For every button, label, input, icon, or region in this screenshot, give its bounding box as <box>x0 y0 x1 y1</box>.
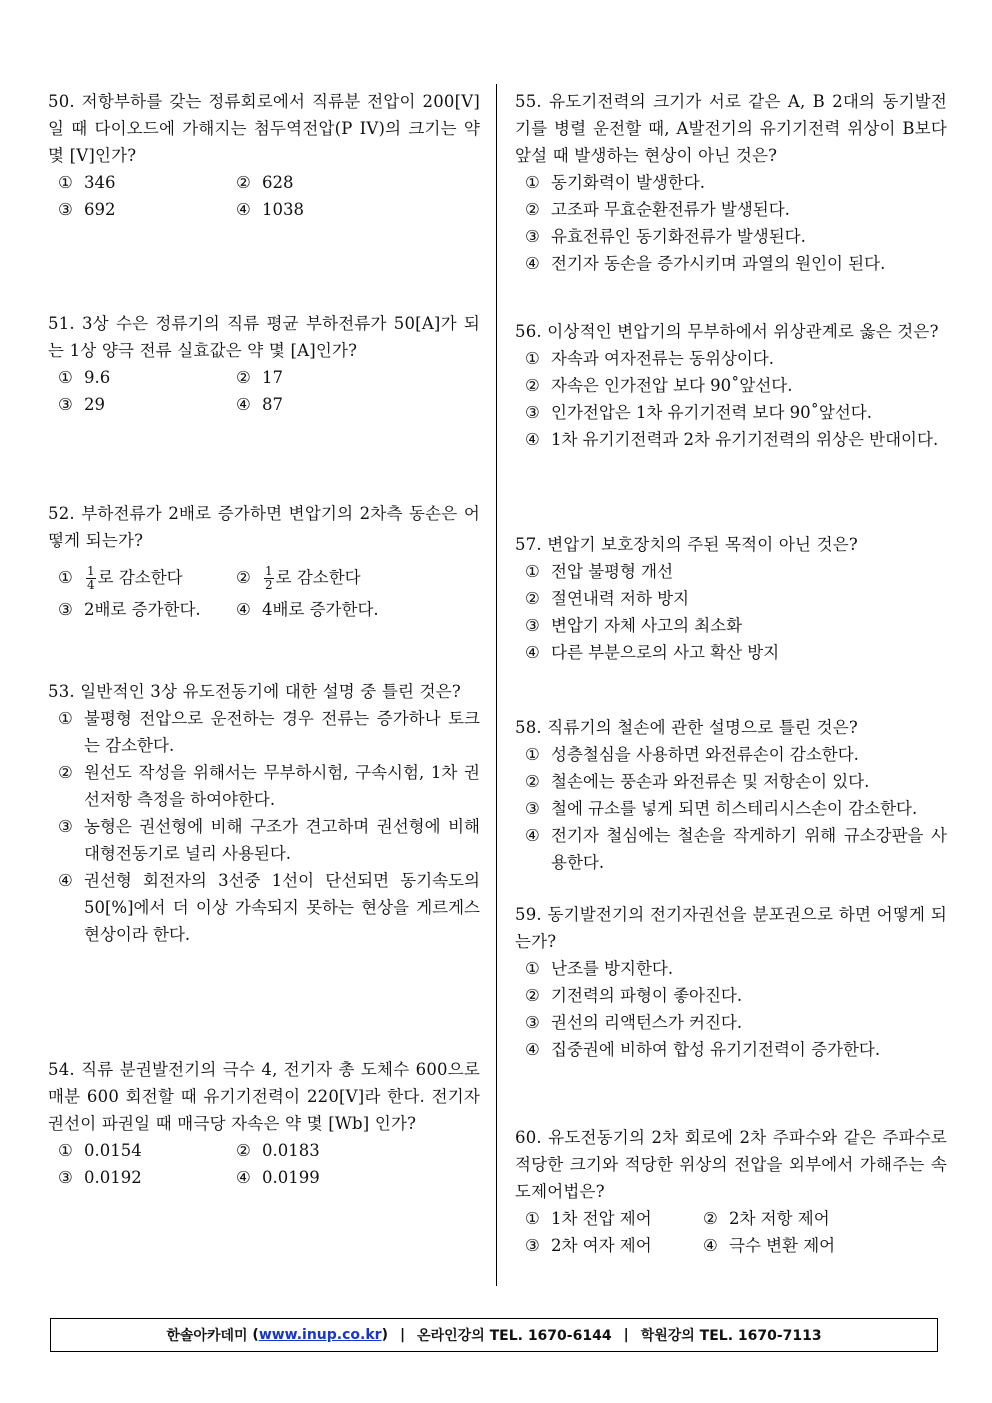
option-text: 동기화력이 발생한다. <box>551 173 705 192</box>
option-text: 전압 불평형 개선 <box>551 562 674 581</box>
option-text: 87 <box>262 395 283 414</box>
footer-bar <box>50 1318 938 1352</box>
option-number: ① <box>58 368 73 387</box>
fraction-numerator: 1 <box>87 564 95 578</box>
option-4[interactable] <box>515 426 947 453</box>
option-text: 9.6 <box>84 368 111 387</box>
question-51 <box>48 310 480 418</box>
option-4[interactable] <box>236 391 480 418</box>
option-text: 346 <box>84 173 116 192</box>
option-text: 집중권에 비하여 합성 유기기전력이 증가한다. <box>551 1040 881 1059</box>
option-number: ④ <box>236 600 251 619</box>
option-number: ① <box>525 562 540 581</box>
option-1[interactable] <box>515 558 947 585</box>
option-1[interactable] <box>58 560 236 596</box>
option-text: 17 <box>262 368 283 387</box>
option-4[interactable] <box>515 822 947 876</box>
option-number: ④ <box>236 395 251 414</box>
academy-name: 한솔아카데미 <box>166 1328 248 1344</box>
option-text: 인가전압은 1차 유기기전력 보다 90˚앞선다. <box>551 403 872 422</box>
option-text: 권선의 리액턴스가 커진다. <box>551 1013 743 1032</box>
option-2[interactable] <box>515 585 947 612</box>
option-number: ① <box>58 568 73 587</box>
option-number: ② <box>525 772 540 791</box>
option-3[interactable] <box>515 223 947 250</box>
option-text: 권선형 회전자의 3선중 1선이 단선되면 동기속도의 50[%]에서 더 이상 가속되지 못하는 현상을 게르게스현상이라 한다. <box>84 871 480 944</box>
question-stem: 59. 동기발전기의 전기자권선을 분포권으로 하면 어떻게 되는가? <box>515 905 947 951</box>
option-text: 불평형 전압으로 운전하는 경우 전류는 증가하나 토크는 감소한다. <box>84 709 480 755</box>
option-2[interactable] <box>236 169 480 196</box>
option-1[interactable] <box>515 169 947 196</box>
option-text: 극수 변환 제어 <box>729 1236 836 1255</box>
option-number: ② <box>703 1209 718 1228</box>
option-4[interactable] <box>236 1164 480 1191</box>
url-wrapper: (www.inup.co.kr) <box>247 1327 388 1343</box>
option-text: 2배로 증가한다. <box>84 600 201 619</box>
question-50 <box>48 88 480 223</box>
option-text: 난조를 방지한다. <box>551 959 674 978</box>
option-number: ③ <box>58 395 73 414</box>
option-number: ④ <box>525 1040 540 1059</box>
option-text: 성층철심을 사용하면 와전류손이 감소한다. <box>551 745 859 764</box>
question-stem: 60. 유도전동기의 2차 회로에 2차 주파수와 같은 주파수로 적당한 크기와 적당한 위상의 전압을 외부에서 가해주는 속도제어법은? <box>515 1128 947 1201</box>
question-56 <box>515 318 947 453</box>
option-number: ① <box>525 173 540 192</box>
option-2[interactable] <box>236 364 480 391</box>
option-number: ② <box>525 986 540 1005</box>
option-3[interactable] <box>525 1232 703 1259</box>
option-number: ② <box>236 368 251 387</box>
option-number: ① <box>525 1209 540 1228</box>
question-stem: 50. 저항부하를 갖는 정류회로에서 직류분 전압이 200[V]일 때 다이오드에 가해지는 첨두역전압(P IV)의 크기는 약 몇 [V]인가? <box>48 92 480 165</box>
options-grid <box>48 560 480 623</box>
option-1[interactable] <box>58 169 236 196</box>
option-text: 철손에는 풍손과 와전류손 및 저항손이 있다. <box>551 772 870 791</box>
option-number: ③ <box>525 616 540 635</box>
option-3[interactable] <box>515 1009 947 1036</box>
fraction-denominator: 4 <box>87 578 95 592</box>
options-grid <box>515 1205 947 1259</box>
option-number: ② <box>525 376 540 395</box>
question-55 <box>515 88 947 277</box>
option-1[interactable] <box>515 741 947 768</box>
option-number: ② <box>525 200 540 219</box>
question-59 <box>515 901 947 1063</box>
footer-separator: | <box>399 1327 406 1343</box>
option-number: ④ <box>525 254 540 273</box>
option-number: ④ <box>703 1236 718 1255</box>
option-number: ② <box>236 1141 251 1160</box>
option-number: ④ <box>236 200 251 219</box>
option-number: ① <box>525 959 540 978</box>
option-1[interactable] <box>515 345 947 372</box>
question-stem: 51. 3상 수은 정류기의 직류 평균 부하전류가 50[A]가 되는 1상 양극 전류 실효값은 약 몇 [A]인가? <box>48 314 480 360</box>
option-2[interactable] <box>48 759 480 813</box>
option-number: ③ <box>58 600 73 619</box>
option-2[interactable] <box>515 768 947 795</box>
option-text: 유효전류인 동기화전류가 발생된다. <box>551 227 806 246</box>
option-3[interactable] <box>58 1164 236 1191</box>
option-number: ③ <box>58 1168 73 1187</box>
option-text: 628 <box>262 173 294 192</box>
option-number: ③ <box>525 403 540 422</box>
option-text: 0.0154 <box>84 1141 142 1160</box>
option-3[interactable] <box>515 612 947 639</box>
option-3[interactable] <box>48 813 480 867</box>
option-text: 1차 전압 제어 <box>551 1209 652 1228</box>
option-2[interactable] <box>515 982 947 1009</box>
option-1[interactable] <box>48 705 480 759</box>
option-2[interactable] <box>236 1137 480 1164</box>
option-text: 29 <box>84 395 105 414</box>
option-number: ④ <box>525 643 540 662</box>
question-stem: 53. 일반적인 3상 유도전동기에 대한 설명 중 틀린 것은? <box>48 682 461 701</box>
question-57 <box>515 531 947 666</box>
option-text: 다른 부분으로의 사고 확산 방지 <box>551 643 780 662</box>
option-text: 0.0192 <box>84 1168 142 1187</box>
option-text: 전기자 철심에는 철손을 작게하기 위해 규소강판을 사용한다. <box>551 826 947 872</box>
option-1[interactable] <box>515 955 947 982</box>
option-1[interactable] <box>58 364 236 391</box>
option-number: ① <box>525 349 540 368</box>
question-stem: 55. 유도기전력의 크기가 서로 같은 A, B 2대의 동기발전기를 병렬 운전할 때, A발전기의 유기기전력 위상이 B보다 앞설 때 발생하는 현상이 아닌 것은? <box>515 92 947 165</box>
option-1[interactable] <box>58 1137 236 1164</box>
option-number: ① <box>58 1141 73 1160</box>
option-text: 전기자 동손을 증가시키며 과열의 원인이 된다. <box>551 254 886 273</box>
option-text: 로 감소한다 <box>97 568 183 587</box>
option-3[interactable] <box>58 596 236 623</box>
option-2[interactable] <box>515 196 947 223</box>
fraction-one-half <box>264 565 274 592</box>
option-text: 4배로 증가한다. <box>262 600 379 619</box>
option-number: ④ <box>236 1168 251 1187</box>
option-number: ② <box>236 173 251 192</box>
option-1[interactable] <box>525 1205 703 1232</box>
fraction-numerator: 1 <box>265 564 273 578</box>
option-text: 원선도 작성을 위해서는 무부하시험, 구속시험, 1차 권선저항 측정을 하여야한다. <box>84 763 480 809</box>
options-list <box>515 558 947 666</box>
option-text: 로 감소한다 <box>275 568 361 587</box>
question-60 <box>515 1124 947 1259</box>
option-4[interactable] <box>236 196 480 223</box>
question-stem: 57. 변압기 보호장치의 주된 목적이 아닌 것은? <box>515 535 858 554</box>
question-stem: 54. 직류 분권발전기의 극수 4, 전기자 총 도체수 600으로 매분 600 회전할 때 유기기전력이 220[V]라 한다. 전기자 권선이 파권일 때 매극당 자속은 약 몇 [Wb] 인가? <box>48 1060 480 1133</box>
options-list <box>48 705 480 948</box>
option-4[interactable] <box>703 1232 947 1259</box>
option-number: ③ <box>525 799 540 818</box>
option-4[interactable] <box>236 596 480 623</box>
option-text: 0.0183 <box>262 1141 320 1160</box>
option-text: 철에 규소를 넣게 되면 히스테리시스손이 감소한다. <box>551 799 918 818</box>
academy-link[interactable]: www.inup.co.kr <box>258 1327 382 1343</box>
option-text: 1차 유기기전력과 2차 유기기전력의 위상은 반대이다. <box>551 430 939 449</box>
option-text: 농형은 권선형에 비해 구조가 견고하며 권선형에 비해 대형전동기로 널리 사용된다. <box>84 817 480 863</box>
online-lecture-phone: 온라인강의 TEL. 1670-6144 <box>417 1328 612 1344</box>
option-text: 변압기 자체 사고의 최소화 <box>551 616 743 635</box>
option-number: ① <box>525 745 540 764</box>
option-3[interactable] <box>58 196 236 223</box>
option-4[interactable] <box>48 867 480 948</box>
option-text: 692 <box>84 200 116 219</box>
question-54 <box>48 1056 480 1191</box>
question-stem: 52. 부하전류가 2배로 증가하면 변압기의 2차측 동손은 어떻게 되는가? <box>48 504 480 550</box>
option-number: ④ <box>58 871 73 890</box>
options-list <box>515 741 947 876</box>
option-number: ④ <box>525 826 540 845</box>
option-2[interactable] <box>703 1205 947 1232</box>
question-58 <box>515 714 947 876</box>
option-text: 자속은 인가전압 보다 90˚앞선다. <box>551 376 793 395</box>
question-stem: 56. 이상적인 변압기의 무부하에서 위상관계로 옳은 것은? <box>515 322 939 341</box>
option-text: 기전력의 파형이 좋아진다. <box>551 986 743 1005</box>
option-4[interactable] <box>515 1036 947 1063</box>
option-4[interactable] <box>515 250 947 277</box>
option-text: 2차 저항 제어 <box>729 1209 830 1228</box>
question-52 <box>48 500 480 623</box>
option-text: 2차 여자 제어 <box>551 1236 652 1255</box>
option-number: ④ <box>525 430 540 449</box>
option-4[interactable] <box>515 639 947 666</box>
option-number: ① <box>58 709 73 728</box>
option-2[interactable] <box>236 560 480 596</box>
option-text: 0.0199 <box>262 1168 320 1187</box>
option-number: ② <box>58 763 73 782</box>
options-list <box>515 345 947 453</box>
option-3[interactable] <box>515 399 947 426</box>
option-number: ③ <box>58 817 73 836</box>
option-number: ① <box>58 173 73 192</box>
option-number: ② <box>236 568 251 587</box>
option-number: ③ <box>525 1013 540 1032</box>
option-number: ③ <box>525 1236 540 1255</box>
footer-separator: | <box>623 1327 629 1343</box>
option-text: 고조파 무효순환전류가 발생된다. <box>551 200 790 219</box>
options-grid <box>48 1137 480 1191</box>
options-grid <box>48 169 480 223</box>
option-text: 절연내력 저하 방지 <box>551 589 690 608</box>
option-3[interactable] <box>515 795 947 822</box>
option-2[interactable] <box>515 372 947 399</box>
option-3[interactable] <box>58 391 236 418</box>
academy-lecture-phone: 학원강의 TEL. 1670-7113 <box>640 1328 822 1344</box>
options-list <box>515 955 947 1063</box>
fraction-one-quarter <box>86 565 96 592</box>
question-stem: 58. 직류기의 철손에 관한 설명으로 틀린 것은? <box>515 718 858 737</box>
option-number: ③ <box>58 200 73 219</box>
option-text: 자속과 여자전류는 동위상이다. <box>551 349 774 368</box>
options-grid <box>48 364 480 418</box>
option-text: 1038 <box>262 200 304 219</box>
fraction-denominator: 2 <box>265 578 273 592</box>
option-number: ③ <box>525 227 540 246</box>
question-53 <box>48 678 480 948</box>
options-list <box>515 169 947 277</box>
option-number: ② <box>525 589 540 608</box>
column-divider <box>496 84 497 1286</box>
